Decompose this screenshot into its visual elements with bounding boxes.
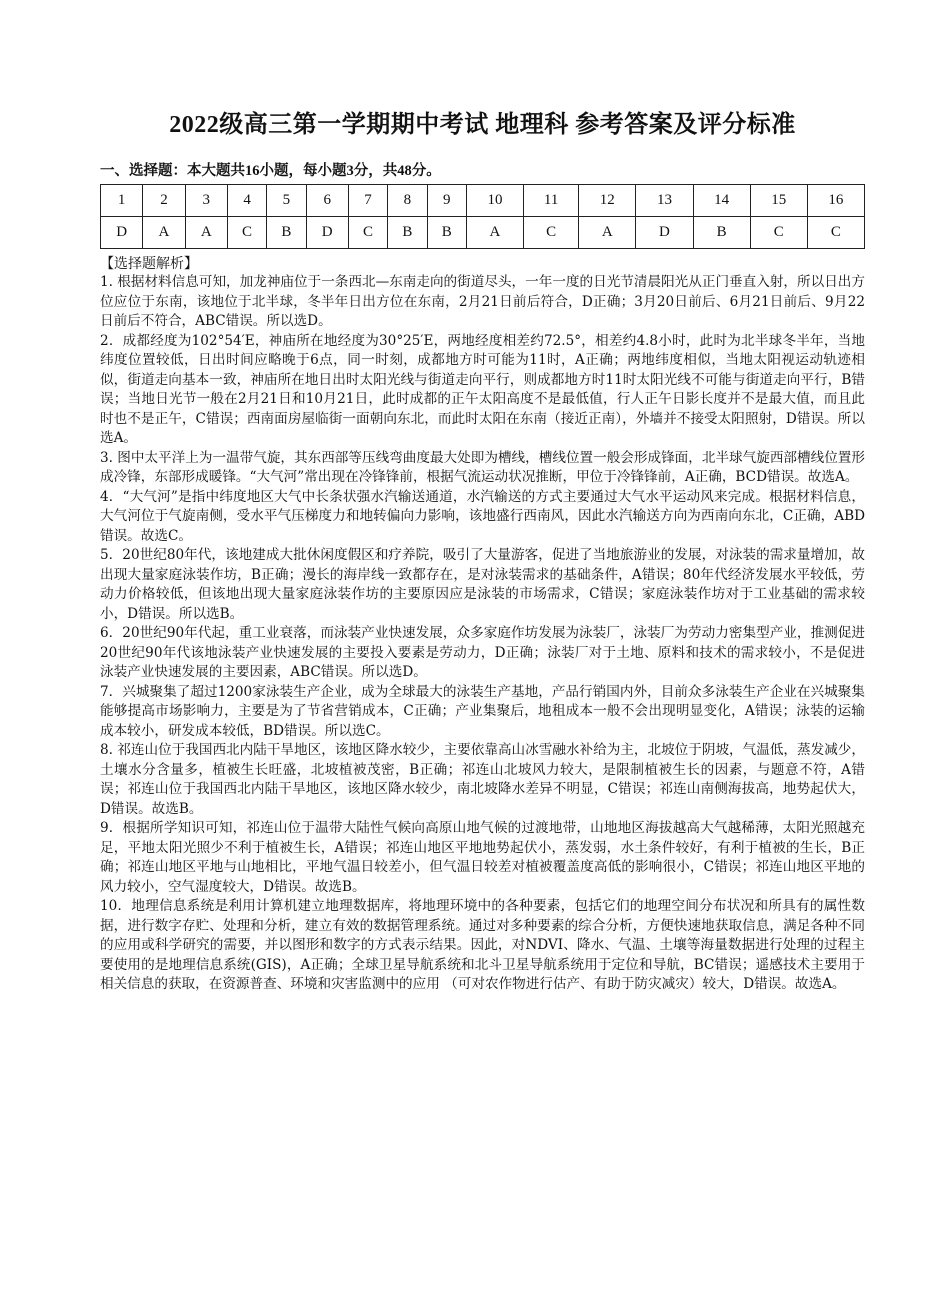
- explanation-heading: 【选择题解析】: [100, 256, 198, 272]
- explanation-paragraph: 6．20世纪90年代起，重工业衰落，而泳装产业快速发展，众多家庭作坊发展为泳装厂，泳装厂为劳动力密集型产业，推测促进20世纪90年代该地泳装产业快速发展的主要投入要素是劳动力，D正确；泳装厂对于土地、原料和技术的需求较小，不是促进泳装产业快速发展的主要因素，ABC错误。所以选D。: [100, 625, 865, 680]
- answer-cell: A: [143, 217, 185, 249]
- answer-cell: B: [388, 217, 427, 249]
- explanation-paragraph: 10．地理信息系统是利用计算机建立地理数据库，将地理环境中的各种要素，包括它们的地理空间分布状况和所具有的属性数据，进行数字存贮、处理和分析，建立有效的数据管理系统。通过对多种要素的综合分析，方便快速地获取信息，满足各种不同的应用或科学研究的需要，并以图形和数字的方式表示结果。因此，对NDVI、降水、气温、土壤等海量数据进行处理的过程主要使用的是地理信息系统(GIS)，A正确；全球卫星导航系统和北斗卫星导航系统用于定位和导航，BC错误；遥感技术主要用于相关信息的获取，在资源普查、环境和灾害监测中的应用 （可对农作物进行估产、有助于防灾减灾）较大，D错误。故选A。: [100, 898, 865, 992]
- answer-cell: B: [693, 217, 750, 249]
- answer-cell: A: [466, 217, 523, 249]
- question-number: 5: [267, 185, 306, 217]
- question-number: 13: [636, 185, 693, 217]
- answer-cell: C: [348, 217, 387, 249]
- answer-cell: C: [524, 217, 579, 249]
- question-number: 14: [693, 185, 750, 217]
- explanation-paragraph: 1. 根据材料信息可知，加龙神庙位于一条西北—东南走向的街道尽头，一年一度的日光节清晨阳光从正门垂直入射，所以日出方位应位于东南，该地位于北半球，冬半年日出方位在东南，2月21日前后符合，D正确；3月20日前后、6月21日前后、9月22日前后不符合，ABC错误。所以选D。: [100, 274, 865, 329]
- answer-cell: D: [306, 217, 348, 249]
- question-number-row: [101, 185, 865, 217]
- answer-key-page: [100, 0, 865, 995]
- explanation-list: [100, 273, 865, 995]
- explanation-paragraph: 5．20世纪80年代，该地建成大批休闲度假区和疗养院，吸引了大量游客，促进了当地旅游业的发展，对泳装的需求量增加，故出现大量家庭泳装作坊，B正确；漫长的海岸线一致都存在，是对泳装需求的基础条件，A错误；80年代经济发展水平较低，劳动力价格较低，但该地出现大量家庭泳装作坊的主要原因应是泳装的市场需求，C错误；家庭泳装作坊对于工业基础的需求较小，D错误。所以选B。: [100, 547, 865, 622]
- explanation-paragraph: 3. 图中太平洋上为一温带气旋，其东西部等压线弯曲度最大处即为槽线，槽线位置一般会形成锋面，北半球气旋西部槽线位置形成冷锋，东部形成暖锋。“大气河”常出现在冷锋锋前，根据气流运动状况推断，甲位于冷锋锋前，A正确，BCD错误。故选A。: [100, 449, 865, 485]
- answer-cell: D: [636, 217, 693, 249]
- answer-cell: C: [750, 217, 807, 249]
- section-heading: 一、选择题：本大题共16小题，每小题3分，共48分。: [100, 163, 441, 179]
- answer-cell: A: [185, 217, 227, 249]
- explanation-paragraph: 8. 祁连山位于我国西北内陆干旱地区，该地区降水较少，主要依靠高山冰雪融水补给为主，北坡位于阴坡，气温低，蒸发减少，土壤水分含量多，植被生长旺盛，北坡植被茂密，B正确；祁连山北坡风力较大，是限制植被生长的因素，与题意不符，A错误；祁连山位于我国西北内陆干旱地区，该地区降水较少，南北坡降水差异不明显，C错误；祁连山南侧海拔高，地势起伏大，D错误。故选B。: [100, 742, 865, 817]
- question-number: 3: [185, 185, 227, 217]
- question-number: 1: [101, 185, 143, 217]
- question-number: 10: [466, 185, 523, 217]
- question-number: 11: [524, 185, 579, 217]
- question-number: 15: [750, 185, 807, 217]
- answer-cell: D: [101, 217, 143, 249]
- explanation-paragraph: 7．兴城聚集了超过1200家泳装生产企业，成为全球最大的泳装生产基地，产品行销国内外，目前众多泳装生产企业在兴城聚集能够提高市场影响力，主要是为了节省营销成本，C正确；产业集聚后，地租成本一般不会出现明显变化，A错误；泳装的运输成本较小，研发成本较低，BD错误。所以选C。: [100, 683, 865, 739]
- answer-cell: C: [807, 217, 864, 249]
- explanation-paragraph: 9．根据所学知识可知，祁连山位于温带大陆性气候向高原山地气候的过渡地带，山地地区海拔越高大气越稀薄，太阳光照越充足，平地太阳光照少不利于植被生长，A错误；祁连山地区平地地势起伏小，蒸发弱，水土条件较好，有利于植被的生长，B正确；祁连山地区平地与山地相比，平地气温日较差小，但气温日较差对植被覆盖度高低的影响很小，C错误；祁连山地区平地的风力较小，空气湿度较大，D错误。故选B。: [100, 820, 865, 895]
- answer-row: [101, 217, 865, 249]
- answer-cell: B: [267, 217, 306, 249]
- answer-cell: C: [227, 217, 266, 249]
- page-title: 2022级高三第一学期期中考试 地理科 参考答案及评分标准: [169, 112, 796, 138]
- question-number: 9: [427, 185, 466, 217]
- question-number: 7: [348, 185, 387, 217]
- question-number: 12: [579, 185, 636, 217]
- explanation-paragraph: 4．“大气河”是指中纬度地区大气中长条状强水汽输送通道，水汽输送的方式主要通过大气水平运动风来完成。根据材料信息，大气河位于气旋南侧，受水平气压梯度力和地转偏向力影响，该地盛行西南风，因此水汽输送方向为西南向东北，C正确，ABD错误。故选C。: [100, 488, 865, 544]
- question-number: 6: [306, 185, 348, 217]
- question-number: 8: [388, 185, 427, 217]
- answer-table: [100, 184, 865, 249]
- question-number: 4: [227, 185, 266, 217]
- answer-cell: A: [579, 217, 636, 249]
- question-number: 2: [143, 185, 185, 217]
- question-number: 16: [807, 185, 864, 217]
- explanation-paragraph: 2．成都经度为102°54′E，神庙所在地经度为30°25′E，两地经度相差约72.5°，相差约4.8小时，此时为北半球冬半年，当地纬度位置较低，日出时间应略晚于6点，同一时刻，成都地方时可能为11时，A正确；两地纬度相似，当地太阳视运动轨迹相似，街道走向基本一致，神庙所在地日出时太阳光线与街道走向平行，则成都地方时11时太阳光线不可能与街道走向平行，B错误；当地日光节一般在2月21日和10月21日，此时成都的正午太阳高度不是最低值，行人正午日影长度并不是最大值，而且此时也不是正午，C错误；西南面房屋临街一面朝向东北，而此时太阳在东南（接近正南），外墙并不接受太阳照射，D错误。所以选A。: [100, 332, 865, 446]
- answer-cell: B: [427, 217, 466, 249]
